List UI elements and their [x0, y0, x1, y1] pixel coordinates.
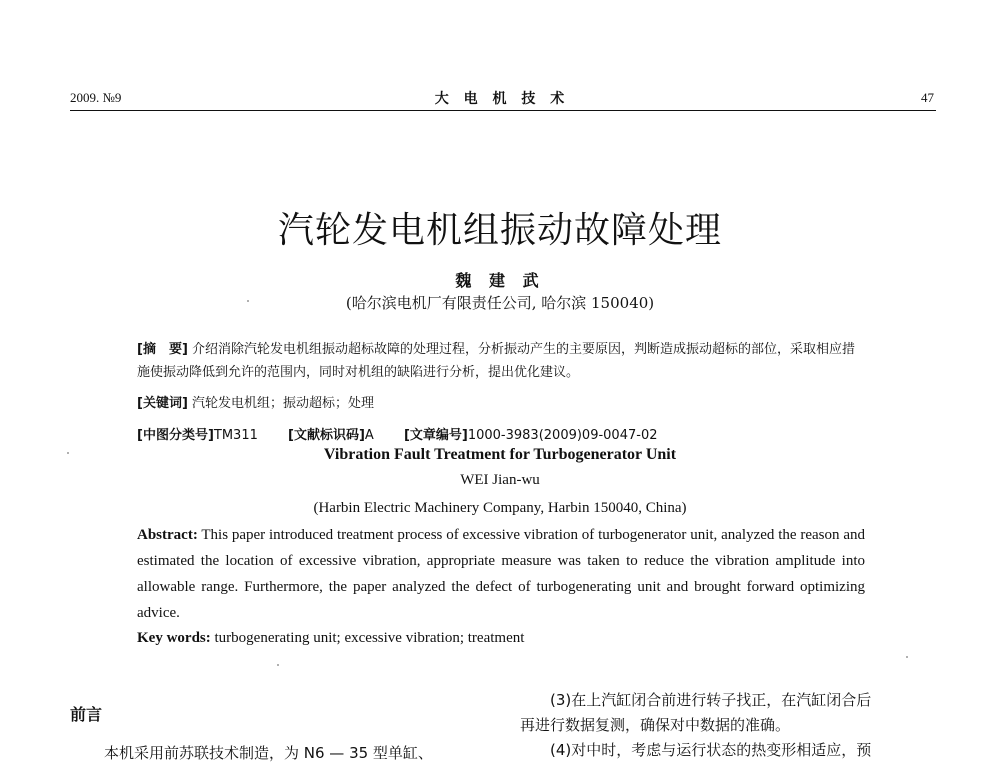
- scan-speck: [247, 300, 249, 302]
- author-en: WEI Jian-wu: [460, 472, 540, 488]
- classification-line: [137, 424, 865, 443]
- running-header: [70, 86, 934, 110]
- keywords-en: [137, 630, 865, 647]
- scan-speck: [277, 664, 279, 666]
- author-cn: 魏 建 武: [455, 271, 545, 290]
- header-rule: [70, 110, 936, 111]
- keywords-cn: [137, 392, 865, 411]
- body-right-para2-line1: (4)对中时，考虑与运行状态的热变形相适应，预: [550, 741, 872, 759]
- article-no-label: [文章编号]: [403, 428, 468, 443]
- body-right-column: [520, 688, 935, 763]
- abstract-en-label: Abstract:: [137, 527, 198, 543]
- scan-speck: [906, 656, 908, 658]
- abstract-cn-label: [摘 要]: [137, 342, 188, 357]
- abstract-en-text: This paper introduced treatment process of excessive vibration of turbogenerator unit, analyzed the reason and estimated the location of excessive vibration, appropriate measure was taken to reduce the vibration amplitude into allowable range. Furthermore, the paper analyzed the defect of turbogenerating unit and brought forward optimizing advice.: [137, 527, 865, 621]
- abstract-cn: [137, 338, 865, 384]
- clc-value: TM311: [213, 428, 258, 443]
- body-right-para1-line1: (3)在上汽缸闭合前进行转子找正，在汽缸闭合后: [550, 691, 872, 709]
- paper-title-en: Vibration Fault Treatment for Turbogenerator Unit: [323, 446, 677, 463]
- clc-label: [中图分类号]: [137, 428, 214, 443]
- keywords-en-text: turbogenerating unit; excessive vibration; treatment: [214, 630, 525, 646]
- keywords-cn-label: [关键词]: [137, 396, 188, 411]
- doc-code-label: [文献标识码]: [288, 428, 365, 443]
- abstract-en: [137, 522, 865, 626]
- journal-name: 大 电 机 技 术: [434, 91, 570, 107]
- keywords-en-label: Key words:: [137, 630, 211, 646]
- issue-number: 2009. №9: [70, 90, 122, 105]
- keywords-cn-text: 汽轮发电机组；振动超标；处理: [192, 396, 375, 411]
- body-right-para1-line2: 再进行数据复测，确保对中数据的准确。: [520, 716, 791, 734]
- affiliation-en: (Harbin Electric Machinery Company, Harbin 150040, China): [313, 500, 687, 516]
- article-no-value: 1000-3983(2009)09-0047-02: [467, 428, 658, 443]
- doc-code-value: A: [364, 428, 374, 443]
- section-heading: 前言: [70, 705, 103, 724]
- paper-title-cn: 汽轮发电机组振动故障处理: [277, 210, 722, 251]
- abstract-cn-text: 介绍消除汽轮发电机组振动超标故障的处理过程，分析振动产生的主要原因，判断造成振动超标的部位，采取相应措施使振动降低到允许的范围内，同时对机组的缺陷进行分析，提出优化建议。: [137, 342, 856, 380]
- scan-speck: [67, 452, 69, 454]
- body-left-column: 本机采用前苏联技术制造，为 N6 — 35 型单缸、: [104, 744, 433, 762]
- affiliation-cn: (哈尔滨电机厂有限责任公司, 哈尔滨 150040): [345, 294, 655, 312]
- page-number: 47: [921, 90, 934, 105]
